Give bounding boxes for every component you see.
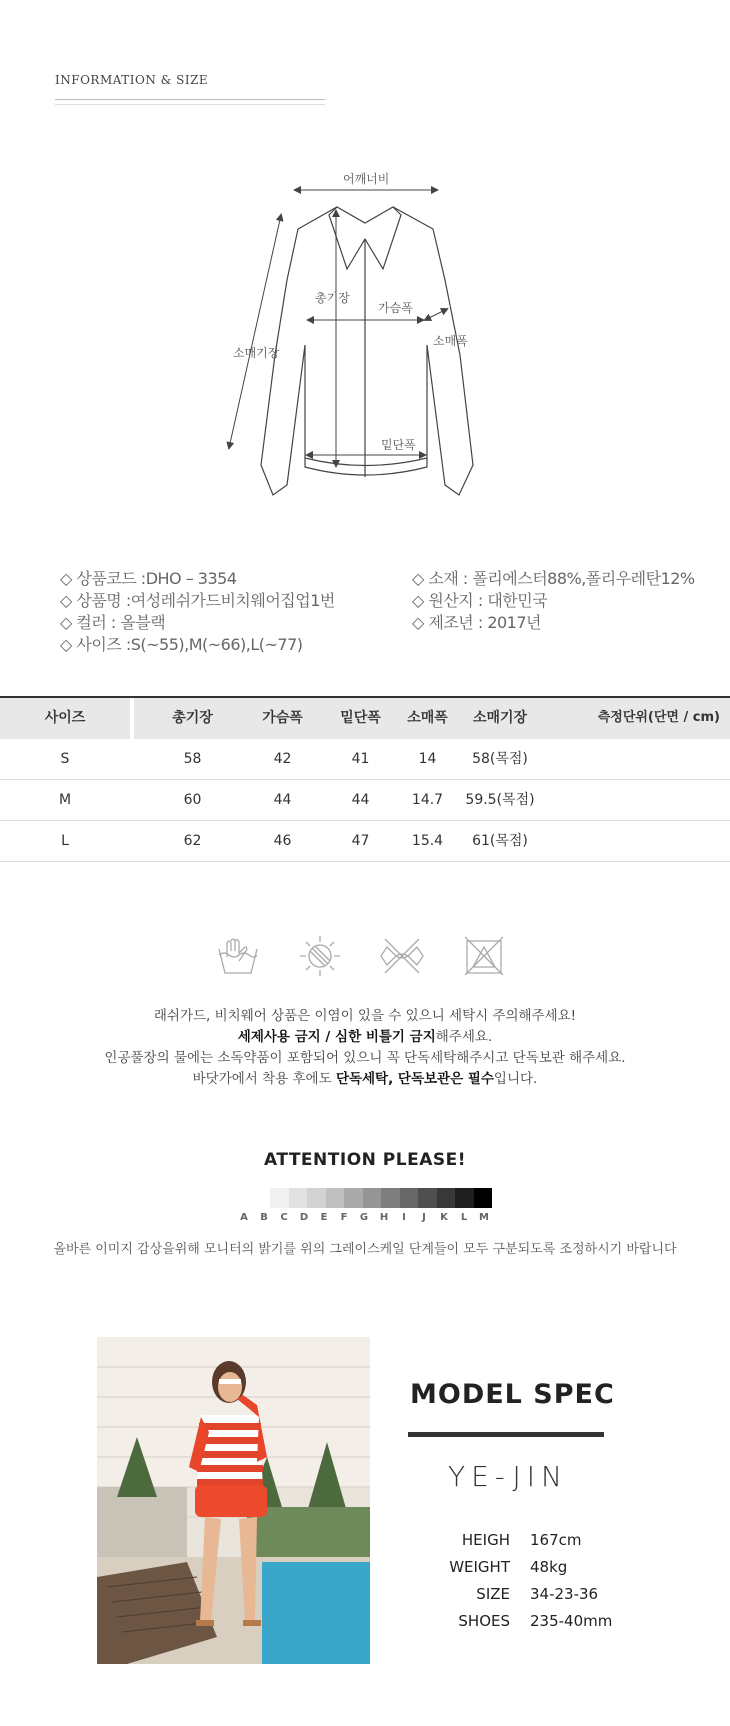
cell-sleeve-width: 15.4 xyxy=(411,833,444,849)
spec-key: WEIGHT xyxy=(449,1558,510,1576)
section-title: INFORMATION & SIZE xyxy=(55,73,209,87)
cell-length: 58 xyxy=(183,751,202,767)
cell-chest: 46 xyxy=(273,833,292,849)
grayscale-swatch xyxy=(307,1188,325,1208)
product-info-right xyxy=(412,568,695,634)
product-origin: ◇ 원산지 : 대한민국 xyxy=(412,591,548,610)
cell-sleeve-width: 14 xyxy=(418,751,437,767)
cell-sleeve-length: 61(목점) xyxy=(472,833,528,849)
model-spec-row xyxy=(420,1558,670,1585)
cell-size: M xyxy=(58,792,72,808)
grayscale-swatch xyxy=(289,1188,307,1208)
spec-value: 34-23-36 xyxy=(530,1585,599,1603)
title-underline xyxy=(55,99,325,105)
grayscale-swatch xyxy=(381,1188,399,1208)
grayscale-letter: H xyxy=(379,1212,389,1223)
table-header-row xyxy=(0,696,730,739)
diagram-label-length: 총기장 xyxy=(315,291,350,305)
model-spec-row xyxy=(420,1531,670,1558)
wash-note-line xyxy=(0,1027,730,1048)
grayscale-letter: J xyxy=(422,1212,426,1223)
product-material: ◇ 소재 : 폴리에스터88%,폴리우레탄12% xyxy=(412,569,695,588)
col-chest: 가슴폭 xyxy=(262,710,303,726)
product-info-left xyxy=(60,568,335,656)
cell-size: L xyxy=(61,833,69,849)
grayscale-swatch xyxy=(252,1188,270,1208)
diagram-label-sleeve-width: 소매폭 xyxy=(433,334,468,348)
grayscale-swatch xyxy=(326,1188,344,1208)
grayscale-letter: E xyxy=(320,1212,328,1223)
wash-care-icons xyxy=(215,933,515,979)
cell-chest: 44 xyxy=(273,792,292,808)
grayscale-swatch xyxy=(437,1188,455,1208)
cell-chest: 42 xyxy=(273,751,292,767)
wash-note-line: 인공풀장의 물에는 소독약품이 포함되어 있으니 꼭 단독세탁해주시고 단독보관 해주세요. xyxy=(104,1050,626,1066)
attention-note: 올바른 이미지 감상을위해 모니터의 밝기를 위의 그레이스케일 단계들이 모두 구분되도록 조정하시기 바랍니다 xyxy=(53,1242,677,1257)
cell-sleeve-length: 59.5(목점) xyxy=(465,792,535,808)
spec-key: HEIGH xyxy=(461,1531,510,1549)
model-name: YE-JIN xyxy=(448,1460,568,1493)
spec-key: SHOES xyxy=(458,1612,510,1630)
grayscale-letter: B xyxy=(260,1212,268,1223)
col-sleeve-width: 소매폭 xyxy=(407,710,448,726)
model-spec-title: MODEL SPEC xyxy=(410,1379,615,1410)
grayscale-letter: D xyxy=(299,1212,309,1223)
grayscale-letter: M xyxy=(479,1212,489,1223)
wash-notes xyxy=(0,1006,730,1090)
grayscale-swatch xyxy=(270,1188,288,1208)
wash-note-text: 입니다. xyxy=(493,1071,538,1087)
size-table xyxy=(0,696,730,862)
grayscale-letter: G xyxy=(359,1212,369,1223)
cell-sleeve-width: 14.7 xyxy=(411,792,444,808)
spec-key: SIZE xyxy=(476,1585,510,1603)
wash-note-text: 바닷가에서 착용 후에도 xyxy=(192,1071,336,1087)
grayscale-letter: C xyxy=(280,1212,288,1223)
table-row xyxy=(0,780,730,821)
cell-sleeve-length: 58(목점) xyxy=(472,751,528,767)
grayscale-swatch xyxy=(474,1188,492,1208)
wash-note-text: 해주세요. xyxy=(435,1029,493,1045)
product-year: ◇ 제조년 : 2017년 xyxy=(412,613,541,632)
spec-value: 235-40mm xyxy=(530,1612,613,1630)
grayscale-swatch xyxy=(400,1188,418,1208)
product-name: ◇ 상품명 :여성레쉬가드비치웨어집업1번 xyxy=(60,591,335,610)
col-sleeve-length: 소매기장 xyxy=(472,710,528,726)
cell-hem: 47 xyxy=(351,833,370,849)
model-spec-row xyxy=(420,1585,670,1612)
diagram-label-chest: 가슴폭 xyxy=(378,301,413,315)
col-size: 사이즈 xyxy=(44,710,86,726)
grayscale-swatch xyxy=(418,1188,436,1208)
diagram-label-shoulder: 어깨너비 xyxy=(343,172,390,186)
grayscale-swatch xyxy=(344,1188,362,1208)
model-photo xyxy=(97,1337,370,1664)
hand-wash-icon xyxy=(215,933,261,979)
table-row xyxy=(0,821,730,862)
cell-size: S xyxy=(60,751,70,767)
product-sizes: ◇ 사이즈 :S(~55),M(~66),L(~77) xyxy=(60,635,303,654)
no-bleach-icon xyxy=(461,933,507,979)
no-sun-dry-icon xyxy=(297,933,343,979)
grayscale-letter: F xyxy=(340,1212,348,1223)
spec-value: 48kg xyxy=(530,1558,568,1576)
col-unit: 측정단위(단면 / cm) xyxy=(597,710,720,725)
table-row xyxy=(0,739,730,780)
col-length: 총기장 xyxy=(172,710,213,726)
cell-length: 60 xyxy=(183,792,202,808)
grayscale-letter: A xyxy=(240,1212,248,1223)
grayscale-swatch xyxy=(455,1188,473,1208)
attention-title: ATTENTION PLEASE! xyxy=(264,1150,466,1170)
grayscale-bar xyxy=(252,1188,492,1208)
col-hem: 밑단폭 xyxy=(340,710,381,726)
grayscale-letters xyxy=(234,1212,494,1223)
wash-note-bold: 단독세탁, 단독보관은 필수 xyxy=(335,1071,494,1087)
model-spec-divider xyxy=(408,1432,604,1437)
wash-note-line: 래쉬가드, 비치웨어 상품은 이염이 있을 수 있으니 세탁시 주의해주세요! xyxy=(153,1008,577,1024)
wash-note-bold: 세제사용 금지 / 심한 비틀기 금지 xyxy=(237,1029,436,1045)
spec-value: 167cm xyxy=(530,1531,582,1549)
no-wring-icon xyxy=(379,933,425,979)
cell-hem: 44 xyxy=(351,792,370,808)
grayscale-letter: I xyxy=(402,1212,406,1223)
product-color: ◇ 컬러 : 올블랙 xyxy=(60,613,166,632)
product-code: ◇ 상품코드 :DHO – 3354 xyxy=(60,569,237,588)
model-spec-row xyxy=(420,1612,670,1639)
diagram-label-sleeve-length: 소매기장 xyxy=(233,346,280,360)
jacket-measurement-diagram xyxy=(215,165,515,505)
grayscale-swatch xyxy=(363,1188,381,1208)
grayscale-letter: L xyxy=(460,1212,468,1223)
diagram-label-hem: 밑단폭 xyxy=(381,438,416,452)
cell-length: 62 xyxy=(183,833,202,849)
wash-note-line xyxy=(0,1069,730,1090)
grayscale-letter: K xyxy=(440,1212,448,1223)
cell-hem: 41 xyxy=(351,751,370,767)
